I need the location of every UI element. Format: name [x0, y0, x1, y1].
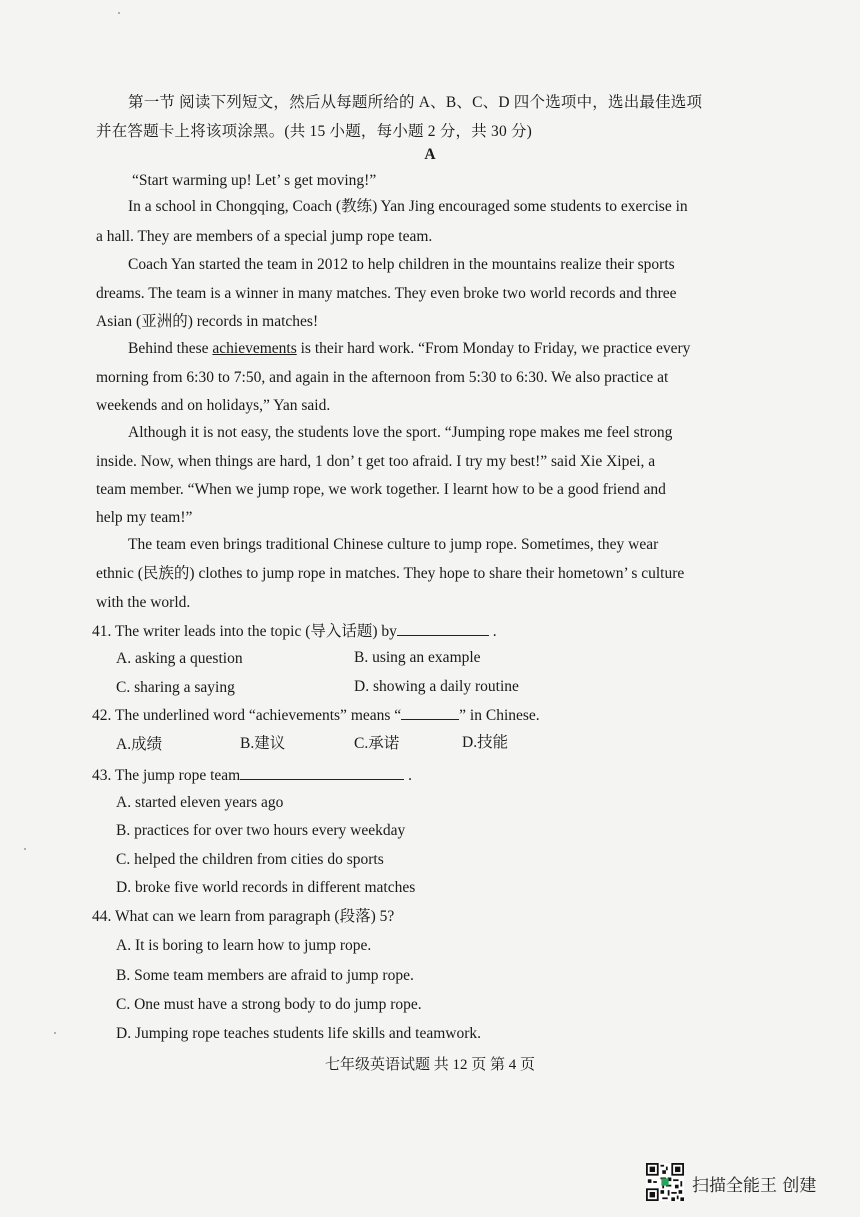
paragraph-2-line: Asian (亚洲的) records in matches! [96, 313, 319, 330]
paragraph-3-line [128, 339, 690, 359]
paragraph-3-line: morning from 6:30 to 7:50, and again in the afternoon from 5:30 to 6:30. We also practice at [96, 369, 669, 386]
paragraph-5-line: ethnic (民族的) clothes to jump rope in matches. They hope to share their hometown’ s culture [96, 565, 685, 582]
q43-option-d: D. broke five world records in different matches [116, 879, 416, 896]
paragraph-4-line: inside. Now, when things are hard, 1 don’ t get too afraid. I try my best!” said Xie Xipei, a [96, 453, 656, 470]
question-43-stem: 43. The jump rope team [92, 767, 241, 784]
answer-blank [397, 621, 489, 636]
paragraph-4-line: Although it is not easy, the students love the sport. “Jumping rope makes me feel strong [128, 424, 673, 441]
question-42 [92, 705, 540, 726]
question-42-end: ” in Chinese. [459, 707, 540, 724]
question-41-end: . [492, 623, 497, 640]
question-43-end: . [408, 767, 412, 784]
q41-option-a: A. asking a question [116, 650, 243, 667]
paragraph-5-line: The team even brings traditional Chinese culture to jump rope. Sometimes, they wear [128, 536, 659, 553]
paragraph-1-line: In a school in Chongqing, Coach (教练) Yan Jing encouraged some students to exercise in [128, 198, 688, 215]
q41-option-b: B. using an example [354, 649, 481, 666]
paragraph-2-line: dreams. The team is a winner in many matches. They even broke two world records and three [96, 285, 677, 302]
q44-option-c: C. One must have a strong body to do jump rope. [116, 996, 422, 1013]
q42-option-d: D.技能 [462, 734, 509, 751]
passage-label: A [424, 146, 436, 163]
q42-option-a: A.成绩 [116, 736, 163, 753]
page-footer: 七年级英语试题 共 12 页 第 4 页 [324, 1057, 535, 1073]
instructions-line-1: 第一节 阅读下列短文，然后从每题所给的 A、B、C、D 四个选项中，选出最佳选项 [128, 94, 703, 111]
q44-option-a: A. It is boring to learn how to jump rope. [116, 937, 372, 954]
scan-speck [24, 848, 26, 850]
q44-option-b: B. Some team members are afraid to jump rope. [116, 967, 414, 984]
passage-quote: “Start warming up! Let’ s get moving!” [132, 172, 377, 189]
answer-blank [401, 705, 459, 720]
scan-speck [118, 12, 120, 14]
question-42-stem: 42. The underlined word “achievements” means “ [92, 707, 402, 724]
question-41-stem: 41. The writer leads into the topic (导入话题) by [92, 623, 397, 640]
paragraph-5-line: with the world. [96, 594, 191, 611]
q43-option-b: B. practices for over two hours every weekday [116, 822, 406, 839]
paragraph-4-line: help my team!” [96, 509, 193, 526]
qr-code-icon [646, 1163, 684, 1201]
q43-option-c: C. helped the children from cities do sports [116, 851, 384, 868]
q44-option-d: D. Jumping rope teaches students life skills and teamwork. [116, 1025, 482, 1042]
q42-option-b: B.建议 [240, 735, 286, 752]
paragraph-1-line: a hall. They are members of a special jump rope team. [96, 228, 433, 245]
answer-blank [240, 765, 404, 780]
q42-option-c: C.承诺 [354, 735, 400, 752]
scan-speck [54, 1032, 56, 1034]
q41-option-c: C. sharing a saying [116, 679, 235, 696]
paragraph-4-line: team member. “When we jump rope, we work together. I learnt how to be a good friend and [96, 481, 666, 498]
q43-option-a: A. started eleven years ago [116, 794, 284, 811]
underlined-word: achievements [212, 340, 297, 357]
paragraph-3-text: Behind these [128, 340, 213, 357]
paragraph-3-text: is their hard work. “From Monday to Friday, we practice every [296, 340, 691, 357]
paragraph-3-line: weekends and on holidays,” Yan said. [96, 397, 331, 414]
question-44-stem: 44. What can we learn from paragraph (段落) 5? [92, 908, 395, 925]
paragraph-2-line: Coach Yan started the team in 2012 to help children in the mountains realize their sports [128, 256, 675, 273]
q41-option-d: D. showing a daily routine [354, 678, 519, 695]
scanner-watermark: 扫描全能王 创建 [692, 1176, 817, 1196]
question-43 [92, 765, 412, 786]
question-41 [92, 621, 497, 642]
instructions-line-2: 并在答题卡上将该项涂黑。(共 15 小题，每小题 2 分，共 30 分) [96, 123, 533, 140]
